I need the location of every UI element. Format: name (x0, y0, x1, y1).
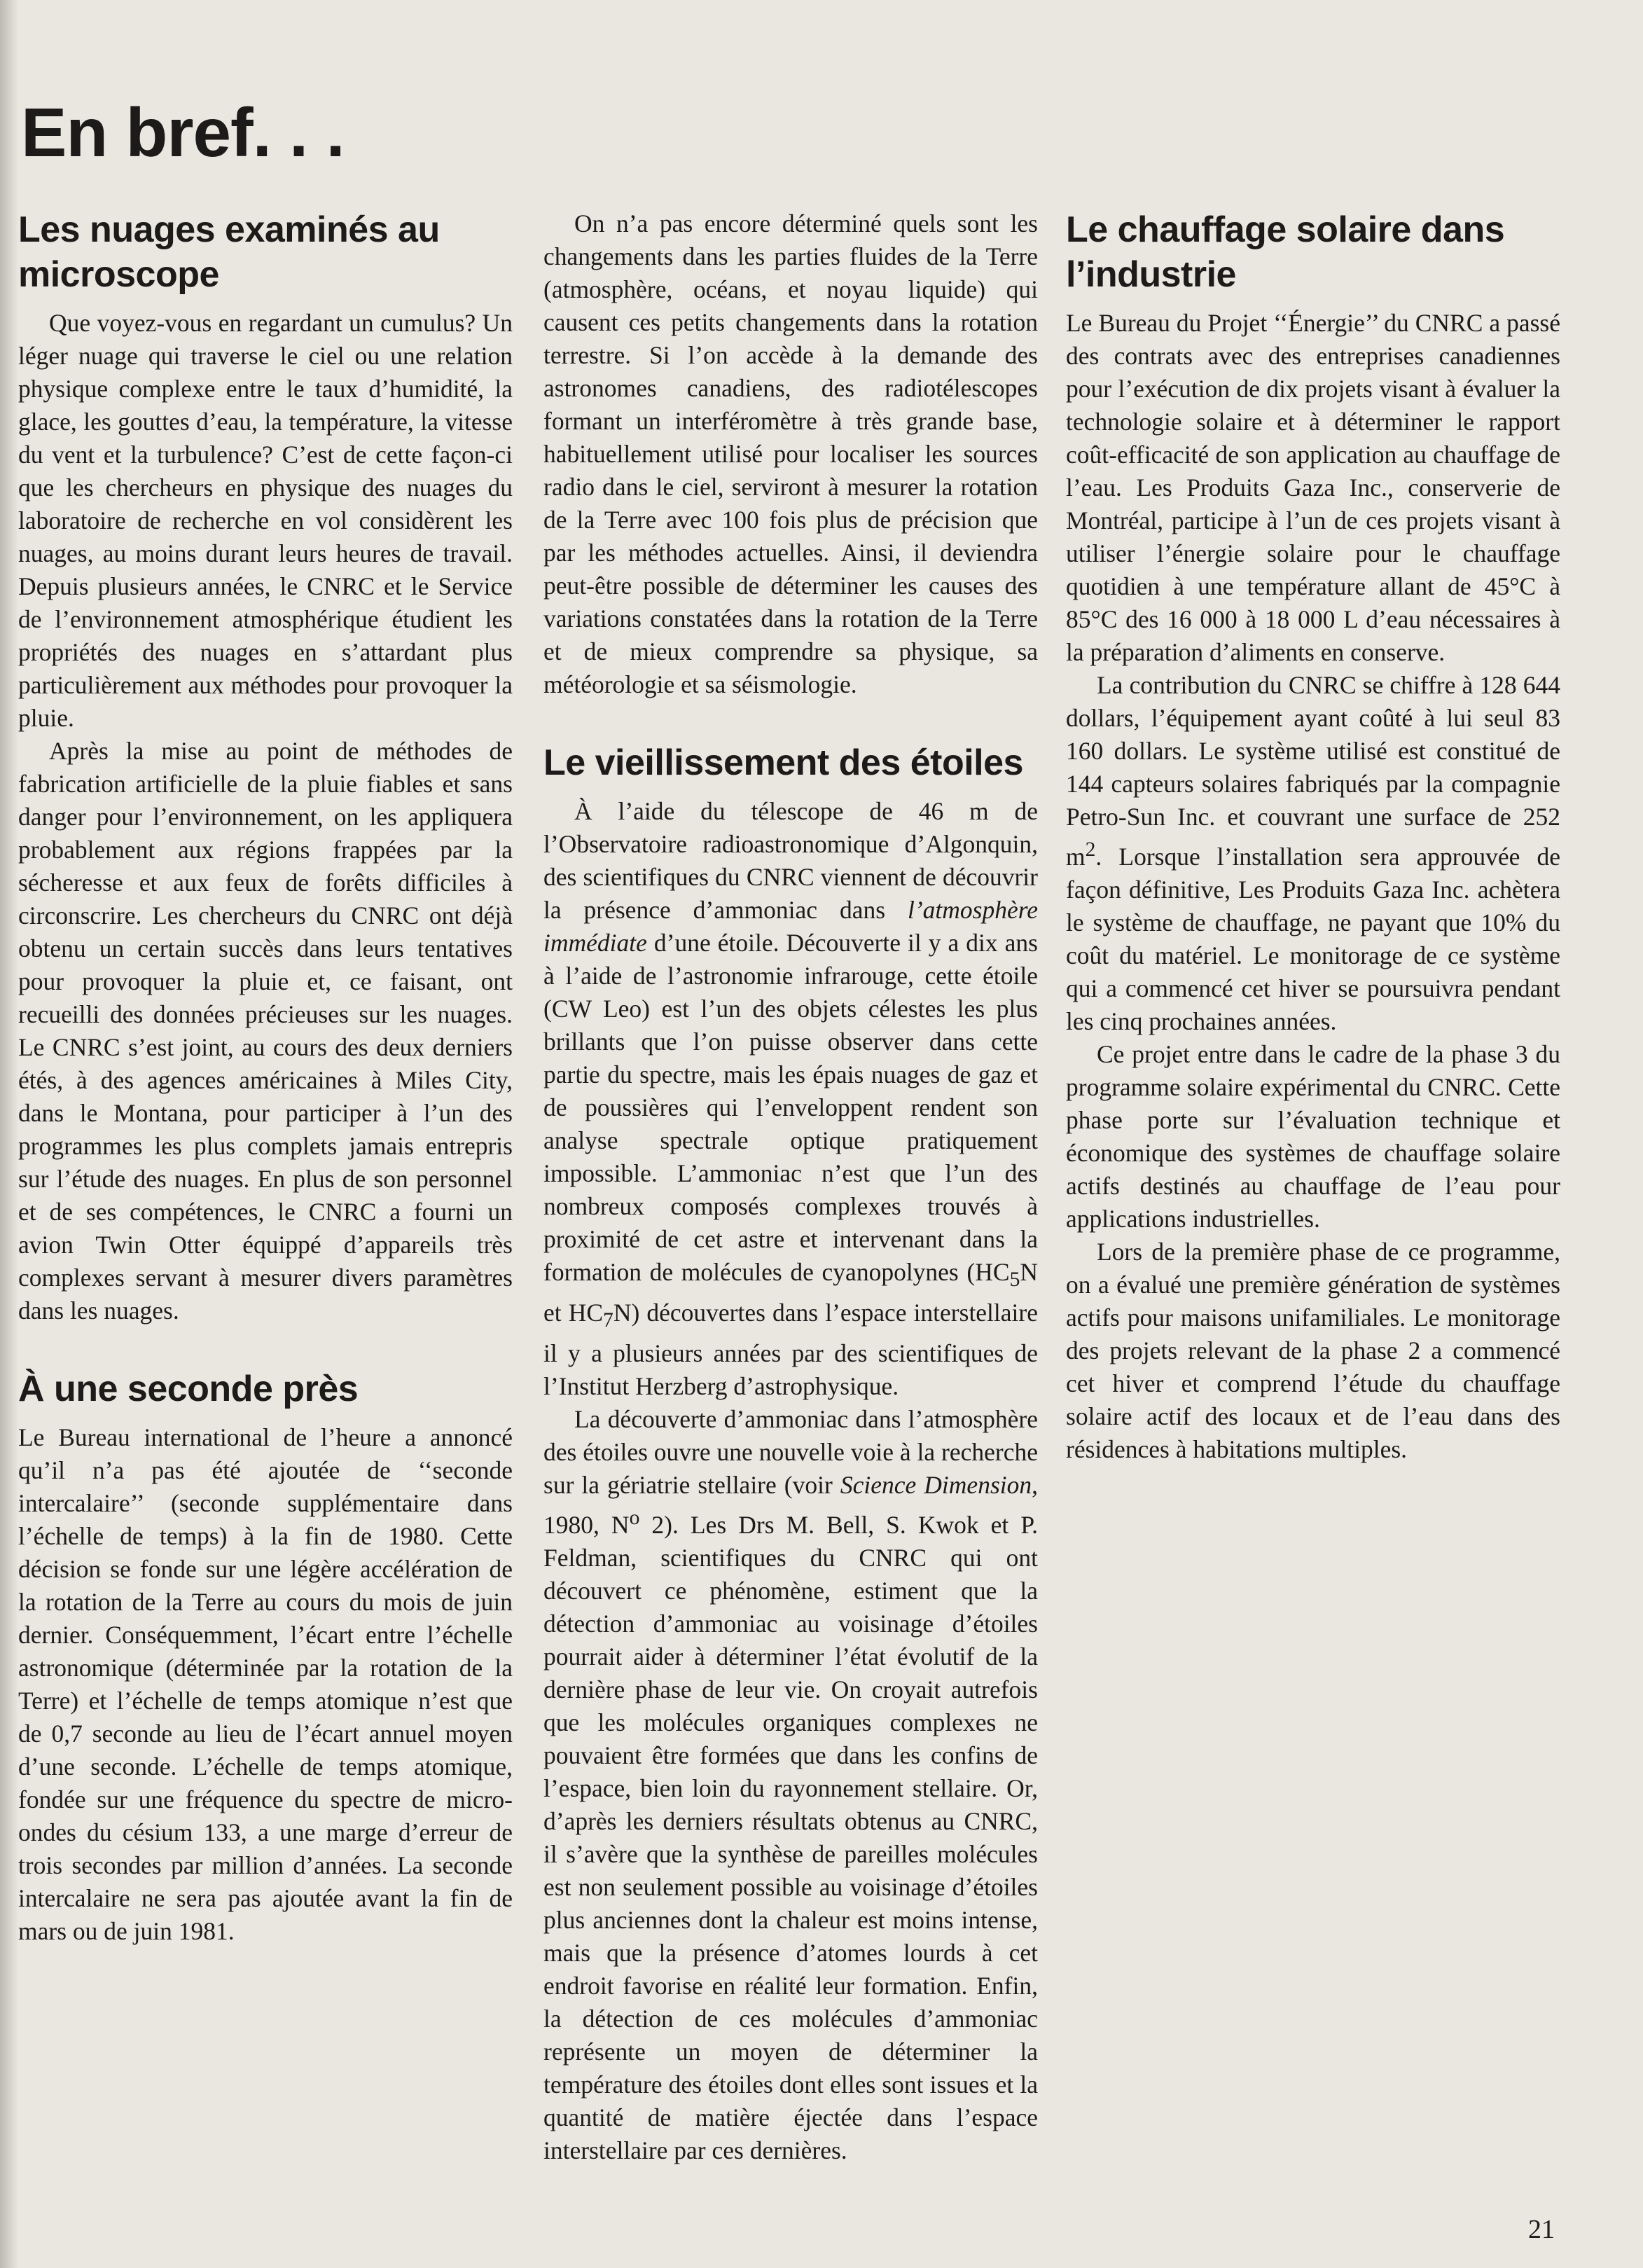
paragraph (1066, 669, 1560, 1038)
paragraph: Que voyez-vous en regardant un cumulus? Un léger nuage qui traverse le ciel ou une relation physique complexe entre le taux d’humidité, la glace, les gouttes d’eau, la température, la vitesse du vent et la turbulence? C’est de cette façon-ci que les chercheurs en physique des nuages du laboratoire de recherche en vol considèrent les nuages, au moins durant leurs heures de travail. Depuis plusieurs années, le CNRC et le Service de l’environnement atmosphérique étudient les propriétés des nuages en s’attardant plus particulièrement aux méthodes pour provoquer la pluie. (18, 309, 513, 732)
text-run: La contribution du CNRC se chiffre à 128 644 dollars, l’équipement ayant coûté à lui seul 83 160 dollars. Le système utilisé est constitué de 144 capteurs solaires fabriqués par la compagnie Petro-Sun Inc. et couvrant une surface de 252 m (1066, 671, 1560, 871)
article-title-nuages: Les nuages examinés au microscope (18, 209, 440, 295)
paragraph: Le Bureau du Projet ‘‘Énergie’’ du CNRC a passé des contrats avec des entreprises canadiennes pour l’exécution de dix projets visant à évaluer la technologie solaire et à déterminer le rapport coût-efficacité de son application au chauffage de l’eau. Les Produits Gaza Inc., conserverie de Montréal, participe à l’un de ces projets visant à utiliser l’énergie solaire pour le chauffage quotidien à une température allant de 45°C à 85°C des 16 000 à 18 000 L d’eau nécessaires à la préparation d’aliments en conserve. (1066, 309, 1560, 666)
column-2 (543, 207, 1038, 2211)
text-run: 2). Les Drs M. Bell, S. Kwok et P. Feldman, scientifiques du CNRC qui ont découvert ce phénomène, estiment que la détection d’ammoniac au voisinage d’étoiles pourrait aider à déterminer l’état évolutif de la dernière phase de leur vie. On croyait autrefois que les molécules organiques complexes ne pouvaient être formées que dans les confins de l’espace, bien loin du rayonnement stellaire. Or, d’après les derniers résultats obtenus au CNRC, il s’avère que la synthèse de pareilles molécules est non seulement possible au voisinage d’étoiles plus anciennes dont la chaleur est moins intense, mais que la présence d’atomes lourds à cet endroit favorise en réalité leur formation. Enfin, la détection de ces molécules d’ammoniac représente un moyen de déterminer la température des étoiles dont elles sont issues et la quantité de matière éjectée dans l’espace interstellaire par ces dernières. (543, 1511, 1039, 2165)
text-run: À l’aide du télescope de 46 m de l’Observatoire radioastronomique d’Algonquin, des scientifiques du CNRC viennent de découvrir la présence d’ammoniac dans (543, 797, 1038, 924)
paragraph: Le Bureau international de l’heure a annoncé qu’il n’a pas été ajoutée de ‘‘seconde intercalaire’’ (seconde supplémentaire dans l’échelle de temps) à la fin de 1980. Cette décision se fonde sur une légère accélération de la rotation de la Terre au cours du mois de juin dernier. Conséquemment, l’écart entre l’échelle astronomique (déterminée par la rotation de la Terre) et l’échelle de temps atomique n’est que de 0,7 seconde au lieu de l’écart annuel moyen d’une seconde. L’échelle de temps atomique, fondée sur une fréquence du spectre de micro-ondes du césium 133, a une marge d’erreur de trois secondes par million d’années. La seconde intercalaire ne sera pas ajoutée avant la fin de mars ou de juin 1981. (18, 1423, 513, 1945)
chem-formula-hc7n (568, 1299, 632, 1332)
formula-part: HC (975, 1258, 1010, 1286)
paragraph: Lors de la première phase de ce programme, on a évalué une première génération de systèmes actifs pour maisons unifamiliales. Le monitorage des projets relevant de la phase 2 a commencé cet hiver et comprend l’étude du chauffage solaire actif des locaux et de l’eau dans des résidences à habitations multiples. (1066, 1237, 1560, 1463)
formula-part: N (1020, 1258, 1038, 1286)
page-edge-shadow (0, 0, 18, 2268)
superscript: o (629, 1507, 640, 1530)
formula-subscript: 5 (1009, 1268, 1020, 1292)
paragraph: Après la mise au point de méthodes de fabrication artificielle de la pluie fiables et sans danger pour l’environnement, on les appliquera probablement aux régions frappées par la sécheresse et aux feux de forêts difficiles à circonscrire. Les chercheurs du CNRC ont déjà obtenu un certain succès dans leurs tentatives pour provoquer la pluie et, ce faisant, ont recueilli des données précieuses sur les nuages. Le CNRC s’est joint, au cours des deux derniers étés, à des agences américaines à Miles City, dans le Montana, pour participer à l’un des programmes les plus complets jamais entrepris sur l’étude des nuages. En plus de son personnel et de ses compétences, le CNRC a fourni un avion Twin Otter équippé d’appareils très complexes servant à mesurer divers paramètres dans les nuages. (18, 737, 513, 1325)
formula-part: HC (568, 1299, 604, 1327)
article-title-etoiles: Le vieillissement des étoiles (543, 742, 1023, 783)
column-3 (1066, 207, 1560, 1466)
formula-part: N (613, 1299, 632, 1327)
text-run: La découverte d’ammoniac dans l’atmosphère des étoiles ouvre une nouvelle voie à la recherche sur la gériatrie stellaire (voir (543, 1405, 1038, 1500)
superscript: 2 (1085, 838, 1096, 861)
article-title-chauffage: Le chauffage solaire dans l’industrie (1066, 209, 1505, 295)
formula-subscript: 7 (603, 1309, 613, 1332)
column-1 (18, 207, 513, 1948)
paragraph: On n’a pas encore déterminé quels sont les changements dans les parties fluides de la Terre (atmosphère, océans, et noyau liquide) qui causent ces petits changements dans la rotation terrestre. Si l’on accède à la demande des astronomes canadiens, des radiotélescopes formant un interféromètre à très grande base, habituellement utilisé pour localiser les sources radio dans le ciel, serviront à mesurer la rotation de la Terre avec 100 fois plus de précision que par les méthodes actuelles. Ainsi, il deviendra peut-être possible de déterminer les causes des variations constatées dans la rotation de la Terre et de mieux comprendre sa physique, sa météorologie et sa séismologie. (543, 209, 1038, 698)
italic-text: l’atmosphère immédiate (543, 896, 1038, 957)
italic-text: Science Dimension (840, 1471, 1032, 1500)
chem-formula-hc5n (975, 1258, 1038, 1292)
paragraph (543, 1403, 1038, 2167)
page-masthead: En bref. . . (21, 94, 345, 171)
page-number: 21 (1528, 2215, 1555, 2244)
text-run: , 1980, N (543, 1471, 1038, 1540)
text-run: ) découvertes dans l’espace interstellaire il y a plusieurs années par des scientifiques de l’Institut Herzberg d’astrophysique. (543, 1299, 1038, 1401)
article-title-seconde: À une seconde près (18, 1369, 359, 1409)
paragraph: Ce projet entre dans le cadre de la phase 3 du programme solaire expérimental du CNRC. Cette phase porte sur l’évaluation technique et économique des systèmes de chauffage solaire actifs destinés au chauffage de l’eau pour applications industrielles. (1066, 1039, 1560, 1233)
text-run: d’une étoile. Découverte il y a dix ans à l’aide de l’astronomie infrarouge, cette étoile (CW Leo) est l’un des objets célestes les plus brillants que l’on puisse observer dans cette partie du spectre, mais les épais nuages de gaz et de poussières qui l’enveloppent rendent son analyse spectrale optique pratiquement impossible. L’ammoniac n’est que l’un des nombreux composés complexes trouvés à proximité de cet astre et intervenant dans la formation de molécules de cyanopolynes ( (543, 929, 1038, 1286)
text-run: et (543, 1299, 569, 1327)
text-run: . Lorsque l’installation sera approuvée de façon définitive, Les Produits Gaza Inc. achètera le système de chauffage, ne payant que 10% du coût du matériel. Le monitorage de ce système qui a commencé cet hiver se poursuivra pendant les cinq prochaines années. (1066, 842, 1560, 1035)
paragraph (543, 795, 1038, 1403)
